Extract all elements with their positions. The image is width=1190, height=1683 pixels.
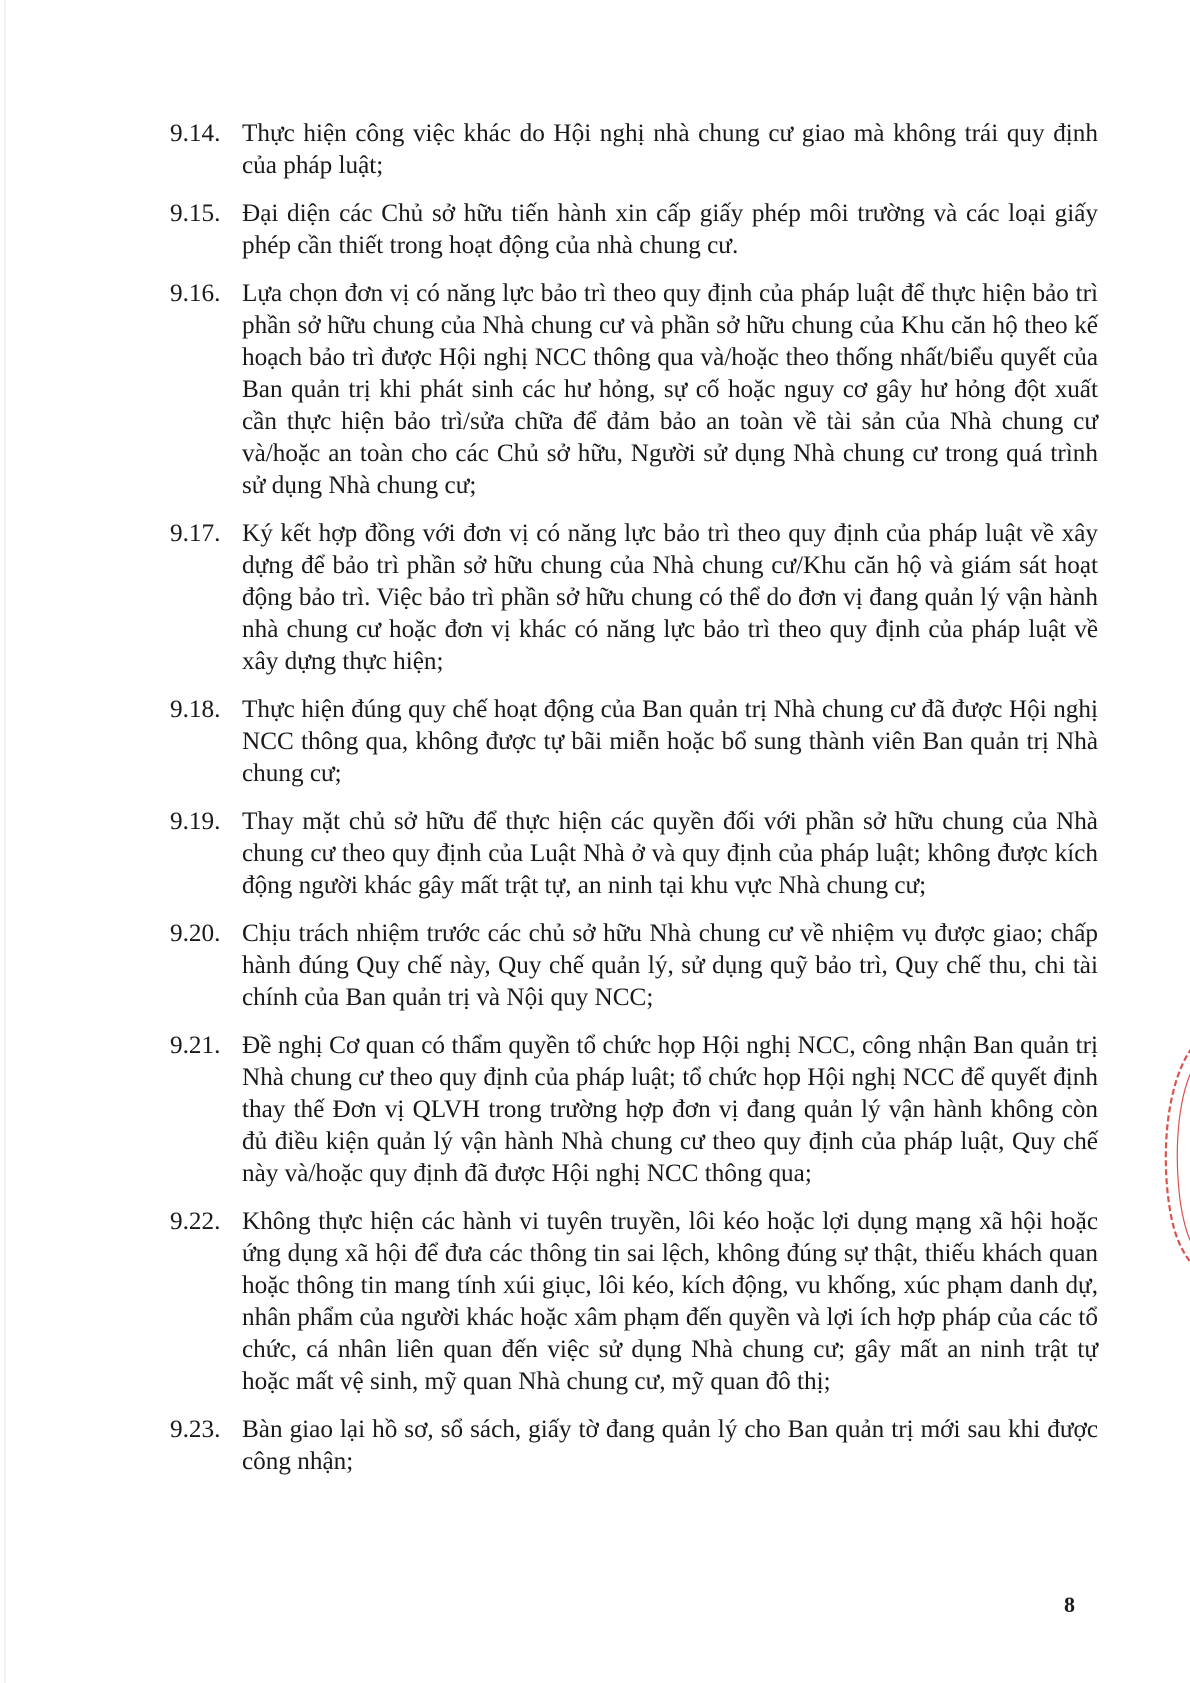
item-number: 9.22.: [170, 1208, 221, 1235]
list-item: [168, 1414, 1098, 1478]
list-item: [168, 278, 1098, 502]
list-item: [168, 518, 1098, 678]
item-text: Lựa chọn đơn vị có năng lực bảo trì theo quy định của pháp luật để thực hiện bảo trì phần sở hữu chung của Nhà chung cư và phần sở hữu chung của Khu căn hộ theo kế hoạch bảo trì được Hội nghị NCC thông qua và/hoặc theo thống nhất/biểu quyết của Ban quản trị khi phát sinh các hư hỏng, sự cố hoặc nguy cơ gây hư hỏng đột xuất cần thực hiện bảo trì/sửa chữa để đảm bảo an toàn về tài sản của Nhà chung cư và/hoặc an toàn cho các Chủ sở hữu, Người sử dụng Nhà chung cư trong quá trình sử dụng Nhà chung cư;: [242, 280, 1098, 499]
item-number: 9.14.: [170, 120, 221, 147]
item-number: 9.18.: [170, 696, 221, 723]
item-text: Thay mặt chủ sở hữu để thực hiện các quyền đối với phần sở hữu chung của Nhà chung cư theo quy định của Luật Nhà ở và quy định của pháp luật; không được kích động người khác gây mất trật tự, an ninh tại khu vực Nhà chung cư;: [242, 808, 1098, 899]
list-item: [168, 806, 1098, 902]
item-text: Thực hiện công việc khác do Hội nghị nhà chung cư giao mà không trái quy định của pháp luật;: [242, 120, 1098, 179]
item-number: 9.23.: [170, 1416, 221, 1443]
item-text: Thực hiện đúng quy chế hoạt động của Ban quản trị Nhà chung cư đã được Hội nghị NCC thông qua, không được tự bãi miễn hoặc bổ sung thành viên Ban quản trị Nhà chung cư;: [242, 696, 1098, 787]
list-item: [168, 198, 1098, 262]
item-number: 9.16.: [170, 280, 221, 307]
item-text: Đại diện các Chủ sở hữu tiến hành xin cấp giấy phép môi trường và các loại giấy phép cần thiết trong hoạt động của nhà chung cư.: [242, 200, 1098, 259]
item-text: Đề nghị Cơ quan có thẩm quyền tổ chức họp Hội nghị NCC, công nhận Ban quản trị Nhà chung cư theo quy định của pháp luật; tổ chức họp Hội nghị NCC để quyết định thay thế Đơn vị QLVH trong trường hợp đơn vị đang quản lý vận hành không còn đủ điều kiện quản lý vận hành Nhà chung cư theo quy định của pháp luật, Quy chế này và/hoặc quy định đã được Hội nghị NCC thông qua;: [242, 1032, 1098, 1187]
item-number: 9.17.: [170, 520, 221, 547]
list-item: [168, 694, 1098, 790]
item-text: Chịu trách nhiệm trước các chủ sở hữu Nhà chung cư về nhiệm vụ được giao; chấp hành đúng Quy chế này, Quy chế quản lý, sử dụng quỹ bảo trì, Quy chế thu, chi tài chính của Ban quản trị và Nội quy NCC;: [242, 920, 1098, 1011]
numbered-list: [168, 118, 1098, 1494]
scan-edge: [4, 0, 6, 1683]
list-item: [168, 118, 1098, 182]
page-number: 8: [1064, 1592, 1075, 1617]
item-number: 9.20.: [170, 920, 221, 947]
item-text: Bàn giao lại hồ sơ, sổ sách, giấy tờ đang quản lý cho Ban quản trị mới sau khi được công nhận;: [242, 1416, 1098, 1475]
item-number: 9.19.: [170, 808, 221, 835]
list-item: [168, 918, 1098, 1014]
item-text: Không thực hiện các hành vi tuyên truyền, lôi kéo hoặc lợi dụng mạng xã hội hoặc ứng dụng xã hội để đưa các thông tin sai lệch, không đúng sự thật, thiếu khách quan hoặc thông tin mang tính xúi giục, lôi kéo, kích động, vu khống, xúc phạm danh dự, nhân phẩm của người khác hoặc xâm phạm đến quyền và lợi ích hợp pháp của các tổ chức, cá nhân liên quan đến việc sử dụng Nhà chung cư; gây mất an ninh trật tự hoặc mất vệ sinh, mỹ quan Nhà chung cư, mỹ quan đô thị;: [242, 1208, 1098, 1395]
list-item: [168, 1030, 1098, 1190]
item-number: 9.15.: [170, 200, 221, 227]
item-text: Ký kết hợp đồng với đơn vị có năng lực bảo trì theo quy định của pháp luật về xây dựng để bảo trì phần sở hữu chung của Nhà chung cư/Khu căn hộ và giám sát hoạt động bảo trì. Việc bảo trì phần sở hữu chung có thể do đơn vị đang quản lý vận hành nhà chung cư hoặc đơn vị khác có năng lực bảo trì theo quy định của pháp luật về xây dựng thực hiện;: [242, 520, 1098, 675]
partial-seal-stamp: [1162, 1040, 1190, 1270]
item-number: 9.21.: [170, 1032, 221, 1059]
list-item: [168, 1206, 1098, 1398]
